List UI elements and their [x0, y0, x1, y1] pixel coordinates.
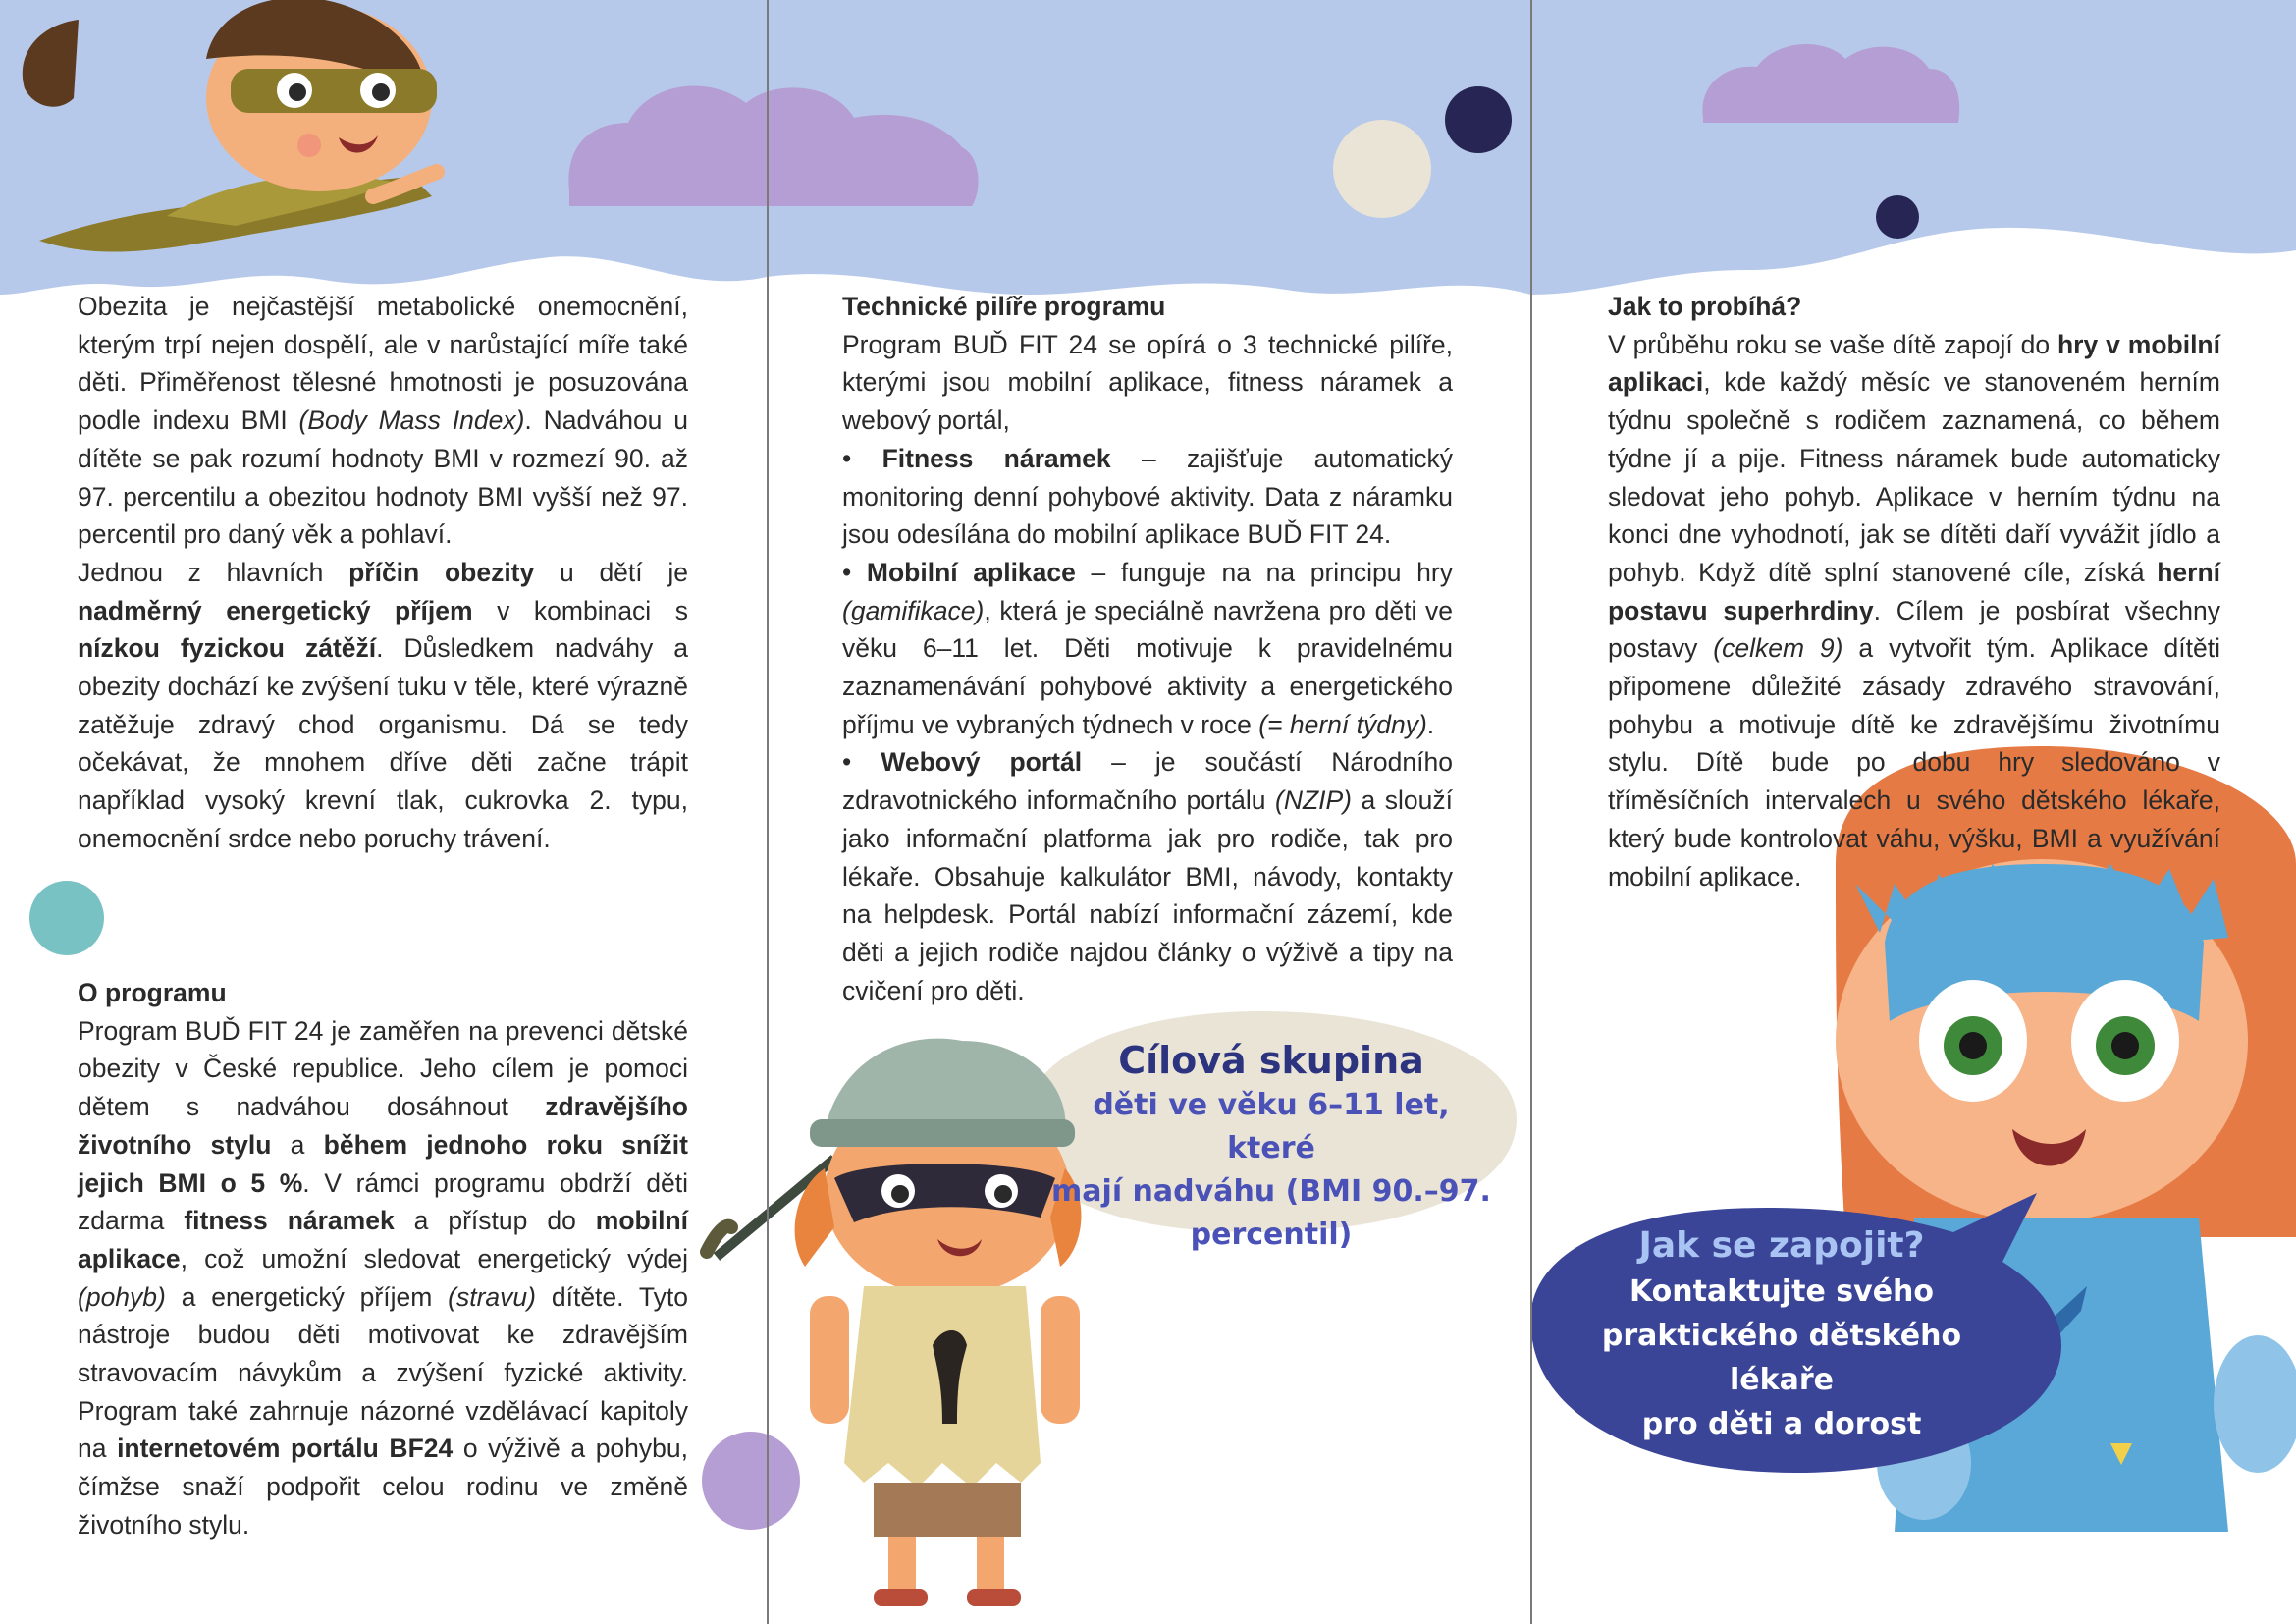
column-1 — [78, 288, 688, 858]
technical-pillars-intro: Program BUĎ FIT 24 se opírá o 3 technické pilíře, kterými jsou mobilní aplikace, fitness náramek a webový portál, — [842, 329, 1453, 436]
column-2 — [842, 288, 1453, 1009]
obesity-intro-paragraph: Obezita je nejčastější metabolické onemocnění, kterým trpí nejen dospělí, ale v narůstající míře také děti. Přiměřenost tělesné hmotnosti je posuzována podle indexu BMI (Body Mass Index). Nadváhou u dítěte se pak rozumí hodnoty BMI v rozmezí 90. až 97. percentilu a obezitou hodnoty BMI vyšší než 97. percentil pro daný věk a pohlaví. — [78, 292, 688, 550]
cream-dot — [1333, 120, 1431, 218]
fold-line-2 — [1530, 0, 1532, 1624]
how-to-join-text — [1546, 1222, 2017, 1446]
technical-pillars-heading: Technické pilíře programu — [842, 292, 1166, 321]
target-group-line: děti ve věku 6–11 let, které — [1093, 1088, 1450, 1165]
navy-dot — [1445, 86, 1512, 153]
how-to-join-line: praktického dětského lékaře — [1601, 1319, 1962, 1397]
about-program-heading: O programu — [78, 978, 227, 1007]
target-group-title: Cílová skupina — [1118, 1039, 1424, 1082]
navy-dot-small — [1876, 195, 1919, 239]
pillar-fitness-band: • Fitness náramek – zajišťuje automatický monitoring denní pohybové aktivity. Data z náramku jsou odesílána do mobilní aplikace BUĎ FIT 24. — [842, 443, 1453, 550]
how-to-join-line: Kontaktujte svého — [1629, 1274, 1935, 1309]
purple-dot — [702, 1432, 800, 1530]
target-group-text — [1050, 1037, 1492, 1257]
teal-dot — [29, 881, 104, 955]
how-it-works-heading: Jak to probíhá? — [1608, 292, 1802, 321]
how-it-works-paragraph: V průběhu roku se vaše dítě zapojí do hry v mobilní aplikaci, kde každý měsíc ve stanoveném herním týdnu společně s rodičem zaznamená, co během týdne jí a pije. Fitness náramek bude automaticky sledovat jeho pohyb. Aplikace v herním týdnu na konci dne vyhodnotí, jak se dítěti daří vyvážit jídlo a pohyb. Když dítě splní stanovené cíle, získá herní postavu superhrdiny. Cílem je posbírat všechny postavy (celkem 9) a vytvořit tým. Aplikace dítěti připomene důležité zásady zdravého stravování, pohybu a motivuje dítě ke zdravějšímu životnímu stylu. Dítě bude po dobu hry sledováno v tříměsíčních intervalech u svého dětského lékaře, který bude kontrolovat váhu, výšku, BMI a využívání mobilní aplikace. — [1608, 329, 2220, 892]
about-program-paragraph: Program BUĎ FIT 24 je zaměřen na prevenci dětské obezity v České republice. Jeho cílem je pomoci dětem s nadváhou dosáhnout zdravějšího životního stylu a během jednoho roku snížit jejich BMI o 5 %. V rámci programu obdrží děti zdarma fitness náramek a přístup do mobilní aplikace, což umožní sledovat energetický výdej (pohyb) a energetický příjem (stravu) dítěte. Tyto nástroje budou děti motivovat ke zdravějším stravovacím návykům a zvýšení fyzické aktivity. Program také zahrnuje názorné vzdělávací kapitoly na internetovém portálu BF24 o výživě a pohybu, čímžse snaží podpořit celou rodinu ve změně životního stylu. — [78, 1015, 688, 1540]
fold-line-1 — [767, 0, 769, 1624]
pillar-mobile-app: • Mobilní aplikace – funguje na na principu hry (gamifikace), která je speciálně navržena pro děti ve věku 6–11 let. Děti motivuje k pravidelnému zaznamenávání pohybové aktivity a energetického příjmu ve vybraných týdnech v roce (= herní týdny). — [842, 557, 1453, 739]
target-group-line: percentil) — [1190, 1218, 1353, 1252]
target-group-line: mají nadváhu (BMI 90.–97. — [1051, 1174, 1491, 1209]
obesity-causes-paragraph: Jednou z hlavních příčin obezity u dětí je nadměrný energetický příjem v kombinaci s nízkou fyzickou zátěží. Důsledkem nadváhy a obezity dochází ke zvýšení tuku v těle, které výrazně zatěžuje zdravý chod organismu. Dá se tedy očekávat, že mnohem dříve děti začne trápit například vysoký krevní tlak, cukrovka 2. typu, onemocnění srdce nebo poruchy trávení. — [78, 557, 688, 853]
pillar-web-portal: • Webový portál – je součástí Národního zdravotnického informačního portálu (NZIP) a slouží jako informační platforma jak pro rodiče, tak pro lékaře. Obsahuje kalkulátor BMI, návody, kontakty na helpdesk. Portál nabízí informační zázemí, kde děti a jejich rodiče najdou články o výživě a tipy na cvičení pro děti. — [842, 747, 1453, 1005]
how-to-join-line: pro děti a dorost — [1641, 1407, 1922, 1441]
column-1-lower — [78, 974, 688, 1544]
sky-wave-panel-3 — [1531, 0, 2296, 295]
column-3 — [1608, 288, 2220, 895]
how-to-join-title: Jak se zapojit? — [1638, 1225, 1925, 1266]
